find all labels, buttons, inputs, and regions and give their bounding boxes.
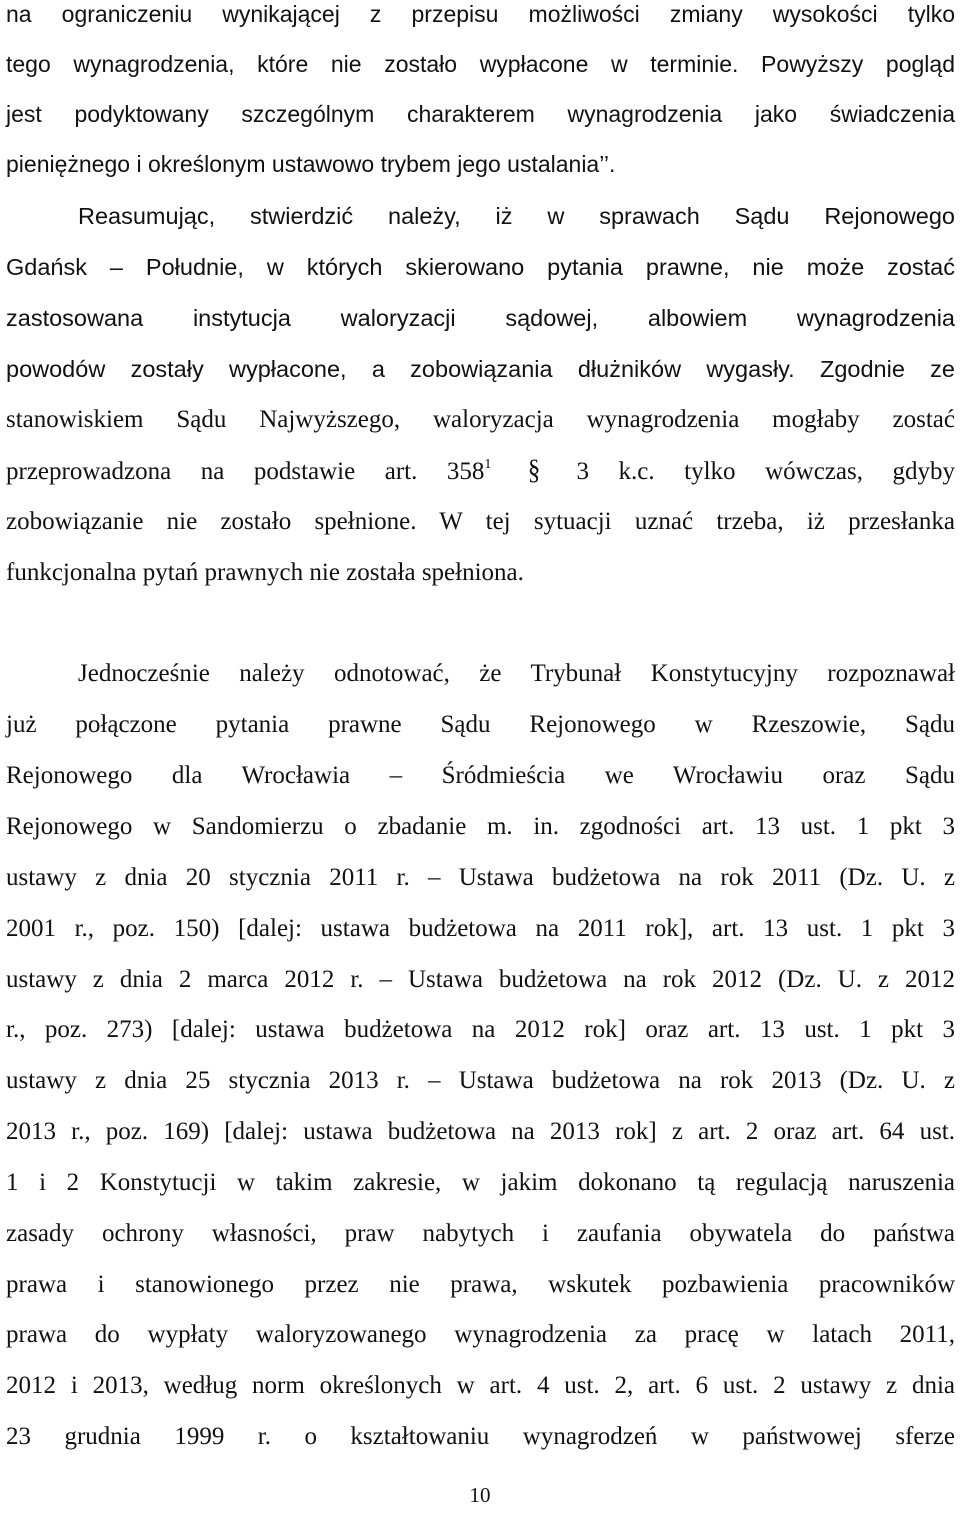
text-line: prawa i stanowionego przez nie prawa, wskutek pozbawienia pracowników — [6, 1271, 955, 1298]
text-line: już połączone pytania prawne Sądu Rejonowego w Rzeszowie, Sądu — [6, 711, 955, 738]
text-line: zobowiązanie nie zostało spełnione. W tej sytuacji uznać trzeba, iż przesłanka — [6, 508, 955, 535]
section-sign: § — [527, 455, 541, 486]
text-line: Rejonowego dla Wrocławia – Śródmieścia we Wrocławiu oraz Sądu — [6, 762, 955, 789]
citation-text-before: przeprowadzona na podstawie art. 358 — [6, 458, 485, 485]
text-line-with-citation — [6, 445, 955, 496]
text-line: Reasumując, stwierdzić należy, iż w sprawach Sądu Rejonowego — [78, 203, 955, 229]
text-line: ustawy z dnia 20 stycznia 2011 r. – Ustawa budżetowa na rok 2011 (Dz. U. z — [6, 864, 955, 891]
text-line: powodów zostały wypłacone, a zobowiązania dłużników wygasły. Zgodnie ze — [6, 356, 955, 382]
citation-text-after: 3 k.c. tylko wówczas, gdyby — [576, 458, 956, 485]
text-line: r., poz. 273) [dalej: ustawa budżetowa na 2012 rok] oraz art. 13 ust. 1 pkt 3 — [6, 1016, 955, 1043]
text-line: 1 i 2 Konstytucji w takim zakresie, w jakim dokonano tą regulacją naruszenia — [6, 1169, 955, 1196]
text-line: stanowiskiem Sądu Najwyższego, waloryzacja wynagrodzenia mogłaby zostać — [6, 406, 955, 433]
text-line: 2012 i 2013, według norm określonych w art. 4 ust. 2, art. 6 ust. 2 ustawy z dnia — [6, 1372, 955, 1399]
text-line: na ograniczeniu wynikającej z przepisu możliwości zmiany wysokości tylko — [6, 1, 955, 27]
citation-superscript: 1 — [484, 457, 492, 472]
text-line: Rejonowego w Sandomierzu o zbadanie m. in. zgodności art. 13 ust. 1 pkt 3 — [6, 813, 955, 840]
text-line: jest podyktowany szczególnym charakterem wynagrodzenia jako świadczenia — [6, 101, 955, 127]
text-line: 23 grudnia 1999 r. o kształtowaniu wynagrodzeń w państwowej sferze — [6, 1423, 955, 1450]
text-line: tego wynagrodzenia, które nie zostało wypłacone w terminie. Powyższy pogląd — [6, 51, 955, 77]
text-line: pieniężnego i określonym ustawowo trybem jego ustalania’’. — [6, 151, 616, 177]
text-line: Gdańsk – Południe, w których skierowano pytania prawne, nie może zostać — [6, 254, 955, 280]
text-line: zastosowana instytucja waloryzacji sądowej, albowiem wynagrodzenia — [6, 305, 955, 331]
text-line: 2013 r., poz. 169) [dalej: ustawa budżetowa na 2013 rok] z art. 2 oraz art. 64 ust. — [6, 1118, 955, 1145]
text-line: ustawy z dnia 2 marca 2012 r. – Ustawa budżetowa na rok 2012 (Dz. U. z 2012 — [6, 966, 955, 993]
text-line: Jednocześnie należy odnotować, że Trybunał Konstytucyjny rozpoznawał — [78, 660, 955, 687]
text-line: 2001 r., poz. 150) [dalej: ustawa budżetowa na 2011 rok], art. 13 ust. 1 pkt 3 — [6, 915, 955, 942]
text-line: funkcjonalna pytań prawnych nie została spełniona. — [6, 559, 524, 586]
text-line: zasady ochrony własności, praw nabytych i zaufania obywatela do państwa — [6, 1220, 955, 1247]
text-line: ustawy z dnia 25 stycznia 2013 r. – Ustawa budżetowa na rok 2013 (Dz. U. z — [6, 1067, 955, 1094]
text-line: prawa do wypłaty waloryzowanego wynagrodzenia za pracę w latach 2011, — [6, 1321, 955, 1348]
page-number: 10 — [469, 1483, 491, 1507]
